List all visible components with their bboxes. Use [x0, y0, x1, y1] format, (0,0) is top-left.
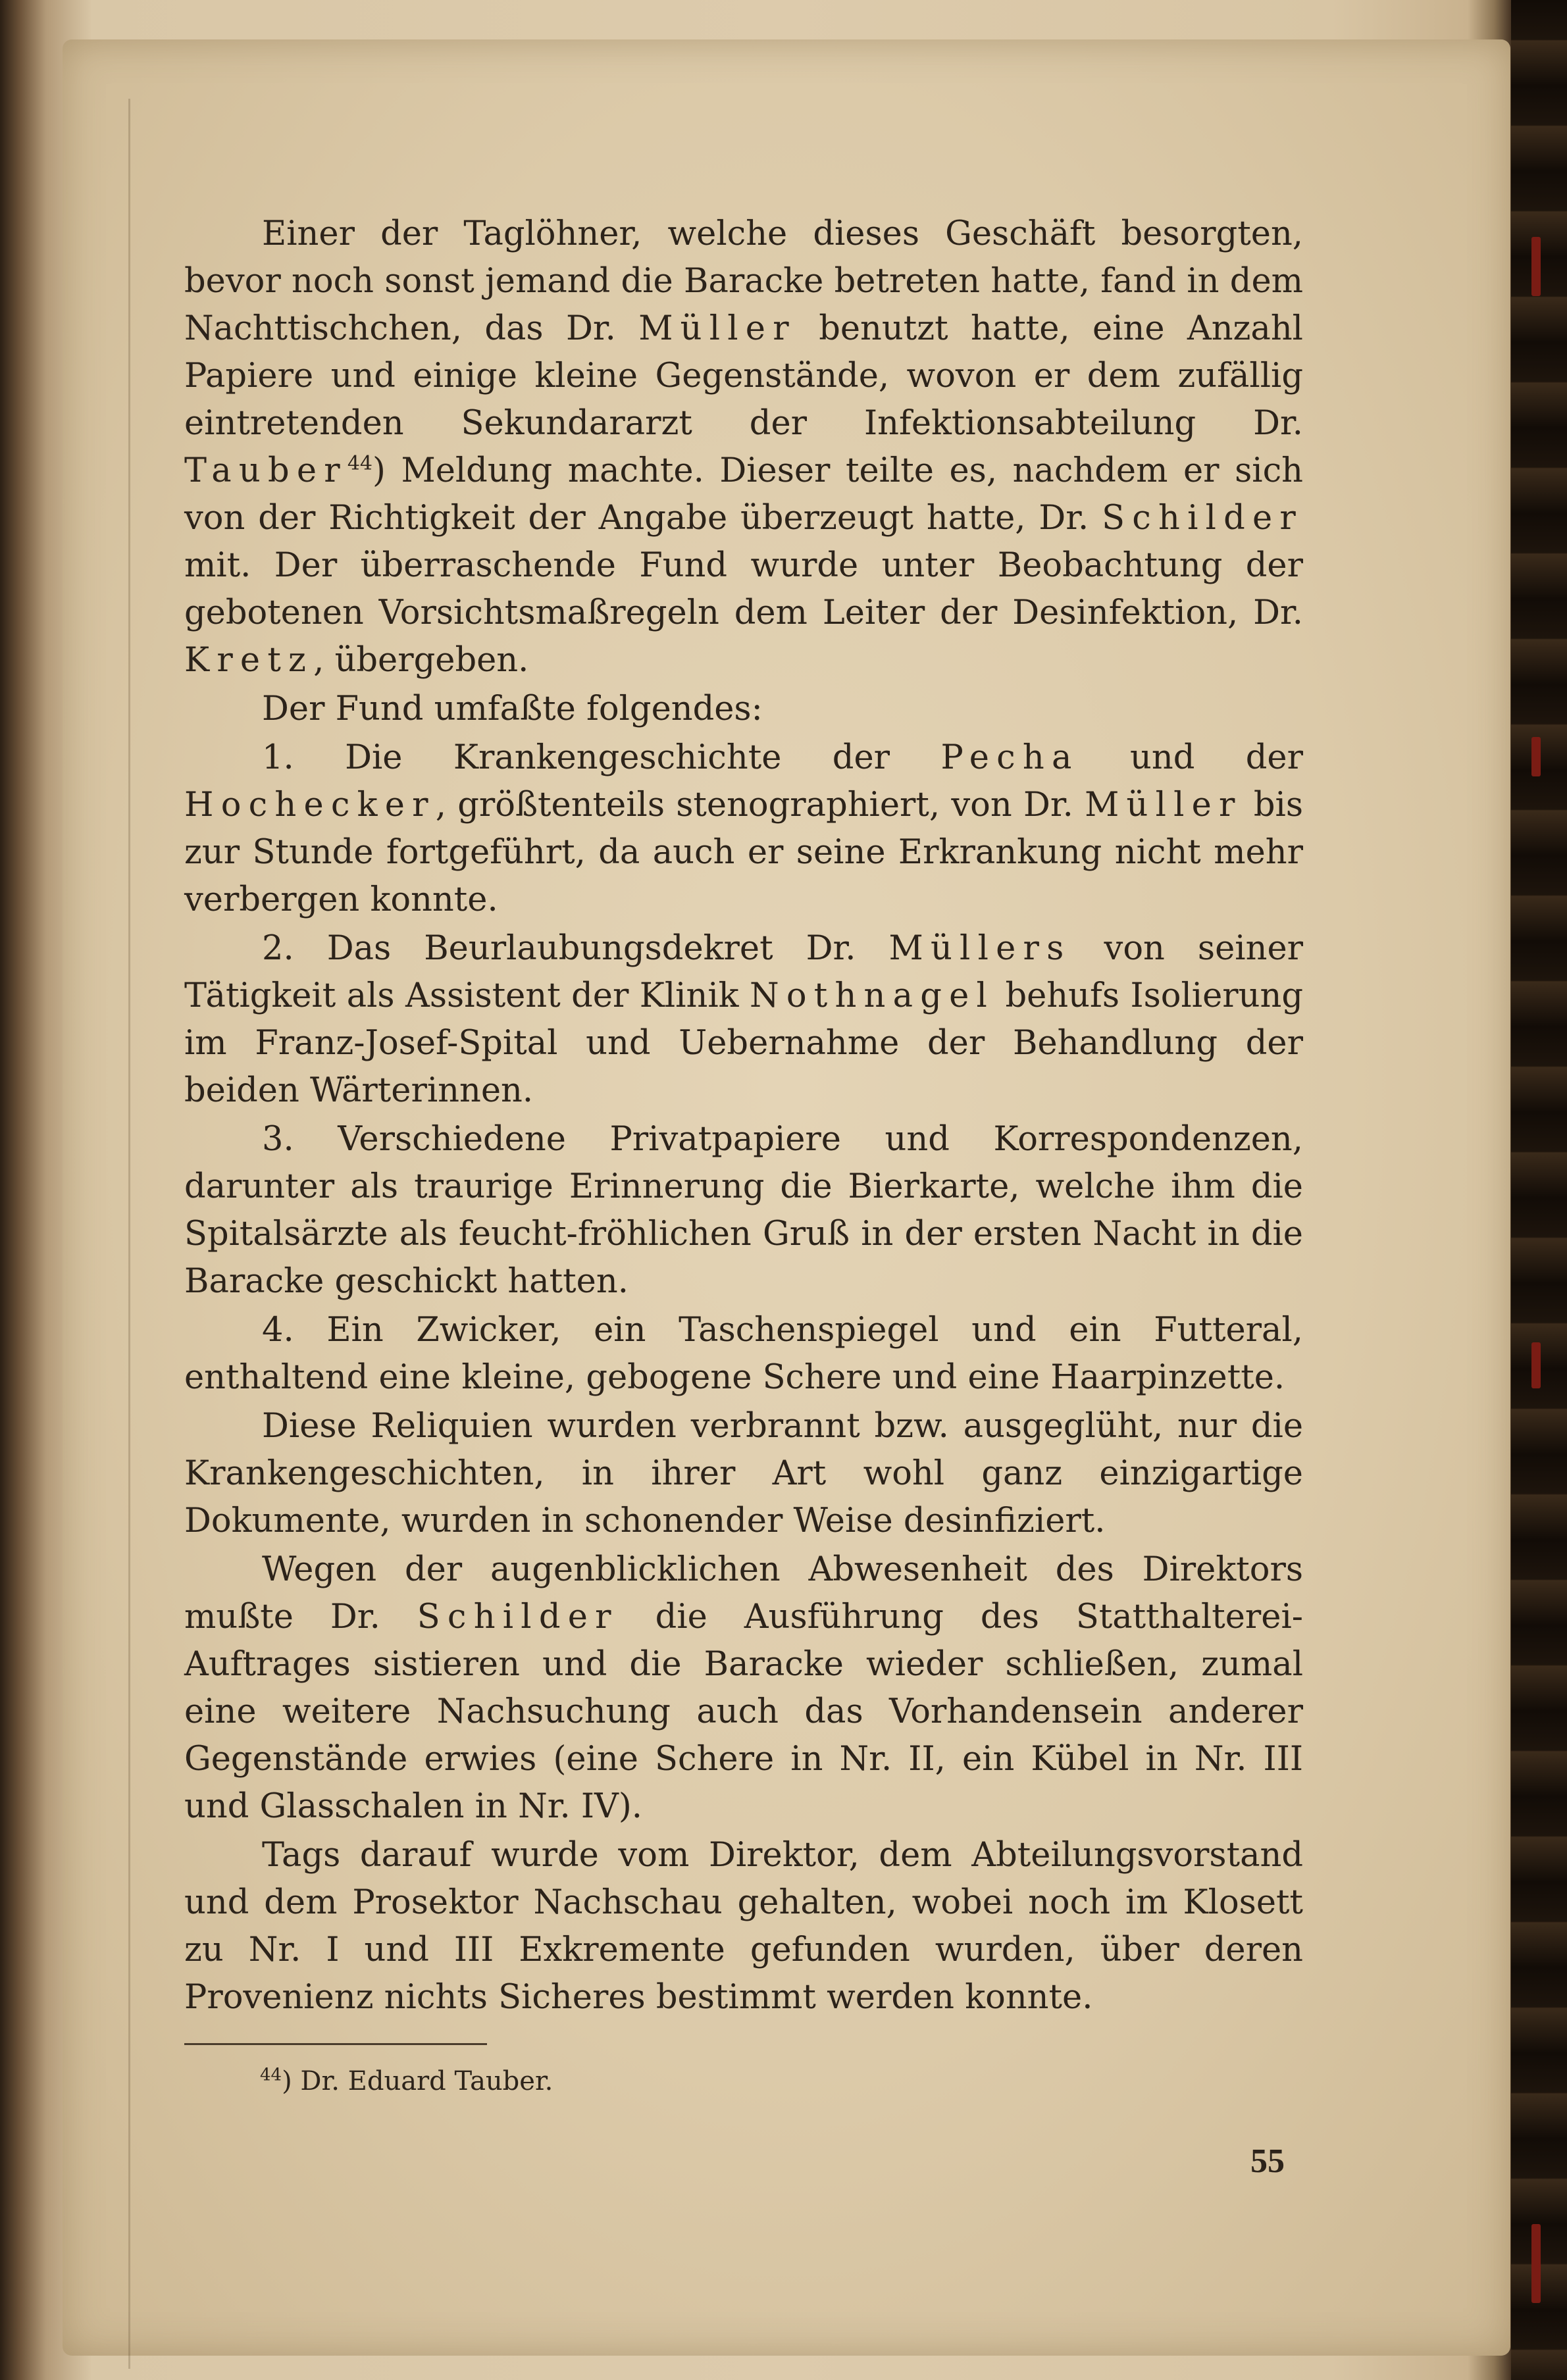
footnote	[260, 2066, 553, 2096]
page-number: 55	[1250, 2142, 1285, 2180]
spaced-name: Müller	[1085, 786, 1243, 824]
list-item-1: 1. Die Krankengeschichte der Pecha und der Hochecker, größtenteils stenographiert, von Dr. Müller bis zur Stunde fortgeführt, da auch er seine Erkrankung nicht mehr verbergen konnte.	[184, 738, 1303, 919]
spaced-name: Hochecker	[184, 786, 436, 824]
footnote-reference: 44	[347, 452, 373, 475]
spaced-name: Müller	[638, 309, 796, 348]
binding-thread-mark	[1531, 1342, 1541, 1388]
spaced-name: Müllers	[888, 929, 1071, 968]
binding-thread-mark	[1531, 2224, 1541, 2303]
spaced-name: Schilder	[417, 1598, 619, 1636]
spaced-name: Pecha	[940, 738, 1079, 777]
binding-thread-mark	[1531, 237, 1541, 296]
footnote-divider	[184, 2043, 487, 2045]
paragraph-1: Einer der Taglöhner, welche dieses Geschäft besorgten, bevor noch sonst jemand die Baracke betreten hatte, fand in dem Nachttischchen, das Dr. Müller benutzt hatte, eine Anzahl Papiere und einige kleine Gegenstände, wovon er dem zufällig eintretenden Sekundararzt der Infektionsabteilung Dr. Tauber$^{44}$) Meldung machte. Dieser teilte es, nachdem er sich von der Richtigkeit der Angabe überzeugt hatte, Dr. Schilder mit. Der überraschende Fund wurde unter Beobachtung der gebotenen Vorsichtsmaßregeln dem Leiter der Desinfektion, Dr. Kretz, übergeben.	[184, 215, 1303, 680]
footnote-text: ) Dr. Eduard Tauber.	[282, 2066, 553, 2096]
spaced-name: Tauber	[184, 451, 347, 490]
binding-thread-mark	[1531, 737, 1541, 776]
gutter-line	[128, 99, 130, 2369]
spaced-name: Schilder	[1102, 499, 1303, 538]
paragraph-5: Tags darauf wurde vom Direktor, dem Abteilungsvorstand und dem Prosektor Nachschau gehalten, wobei noch im Klosett zu Nr. I und III Exkremente gefunden wurden, über deren Provenienz nichts Sicheres bestimmt werden konnte.	[184, 1836, 1303, 2017]
list-item-2: 2. Das Beurlaubungsdekret Dr. Müllers von seiner Tätigkeit als Assistent der Klinik Nothnagel behufs Isolierung im Franz-Josef-Spital und Uebernahme der Behandlung der beiden Wärterinnen.	[184, 929, 1303, 1110]
footnote-number: 44	[260, 2065, 282, 2085]
spaced-name: Nothnagel	[749, 976, 995, 1015]
paragraph-4: Wegen der augenblicklichen Abwesenheit des Direktors mußte Dr. Schilder die Ausführung des Statthalterei-Auftrages sistieren und die Baracke wieder schließen, zumal eine weitere Nachsuchung auch das Vorhandensein anderer Gegenstände erwies (eine Schere in Nr. II, ein Kübel in Nr. III und Glasschalen in Nr. IV).	[184, 1550, 1304, 1826]
body-text	[184, 211, 1303, 2023]
paragraph-3: Diese Reliquien wurden verbrannt bzw. ausgeglüht, nur die Krankengeschichten, in ihrer Art wohl ganz einzigartige Dokumente, wurden in schonender Weise desinfiziert.	[184, 1407, 1303, 1540]
list-item-3: 3. Verschiedene Privatpapiere und Korrespondenzen, darunter als traurige Erinnerung die Bierkarte, welche ihm die Spitalsärzte als feucht-fröhlichen Gruß in der ersten Nacht in die Baracke geschickt hatten.	[184, 1120, 1303, 1301]
list-item-4: 4. Ein Zwicker, ein Taschenspiegel und ein Futteral, enthaltend eine kleine, gebogene Schere und eine Haarpinzette.	[184, 1311, 1303, 1397]
spaced-name: Kretz	[184, 641, 314, 680]
paragraph-2: Der Fund umfaßte folgendes:	[262, 690, 763, 728]
page-edge-strip	[1511, 0, 1567, 2380]
